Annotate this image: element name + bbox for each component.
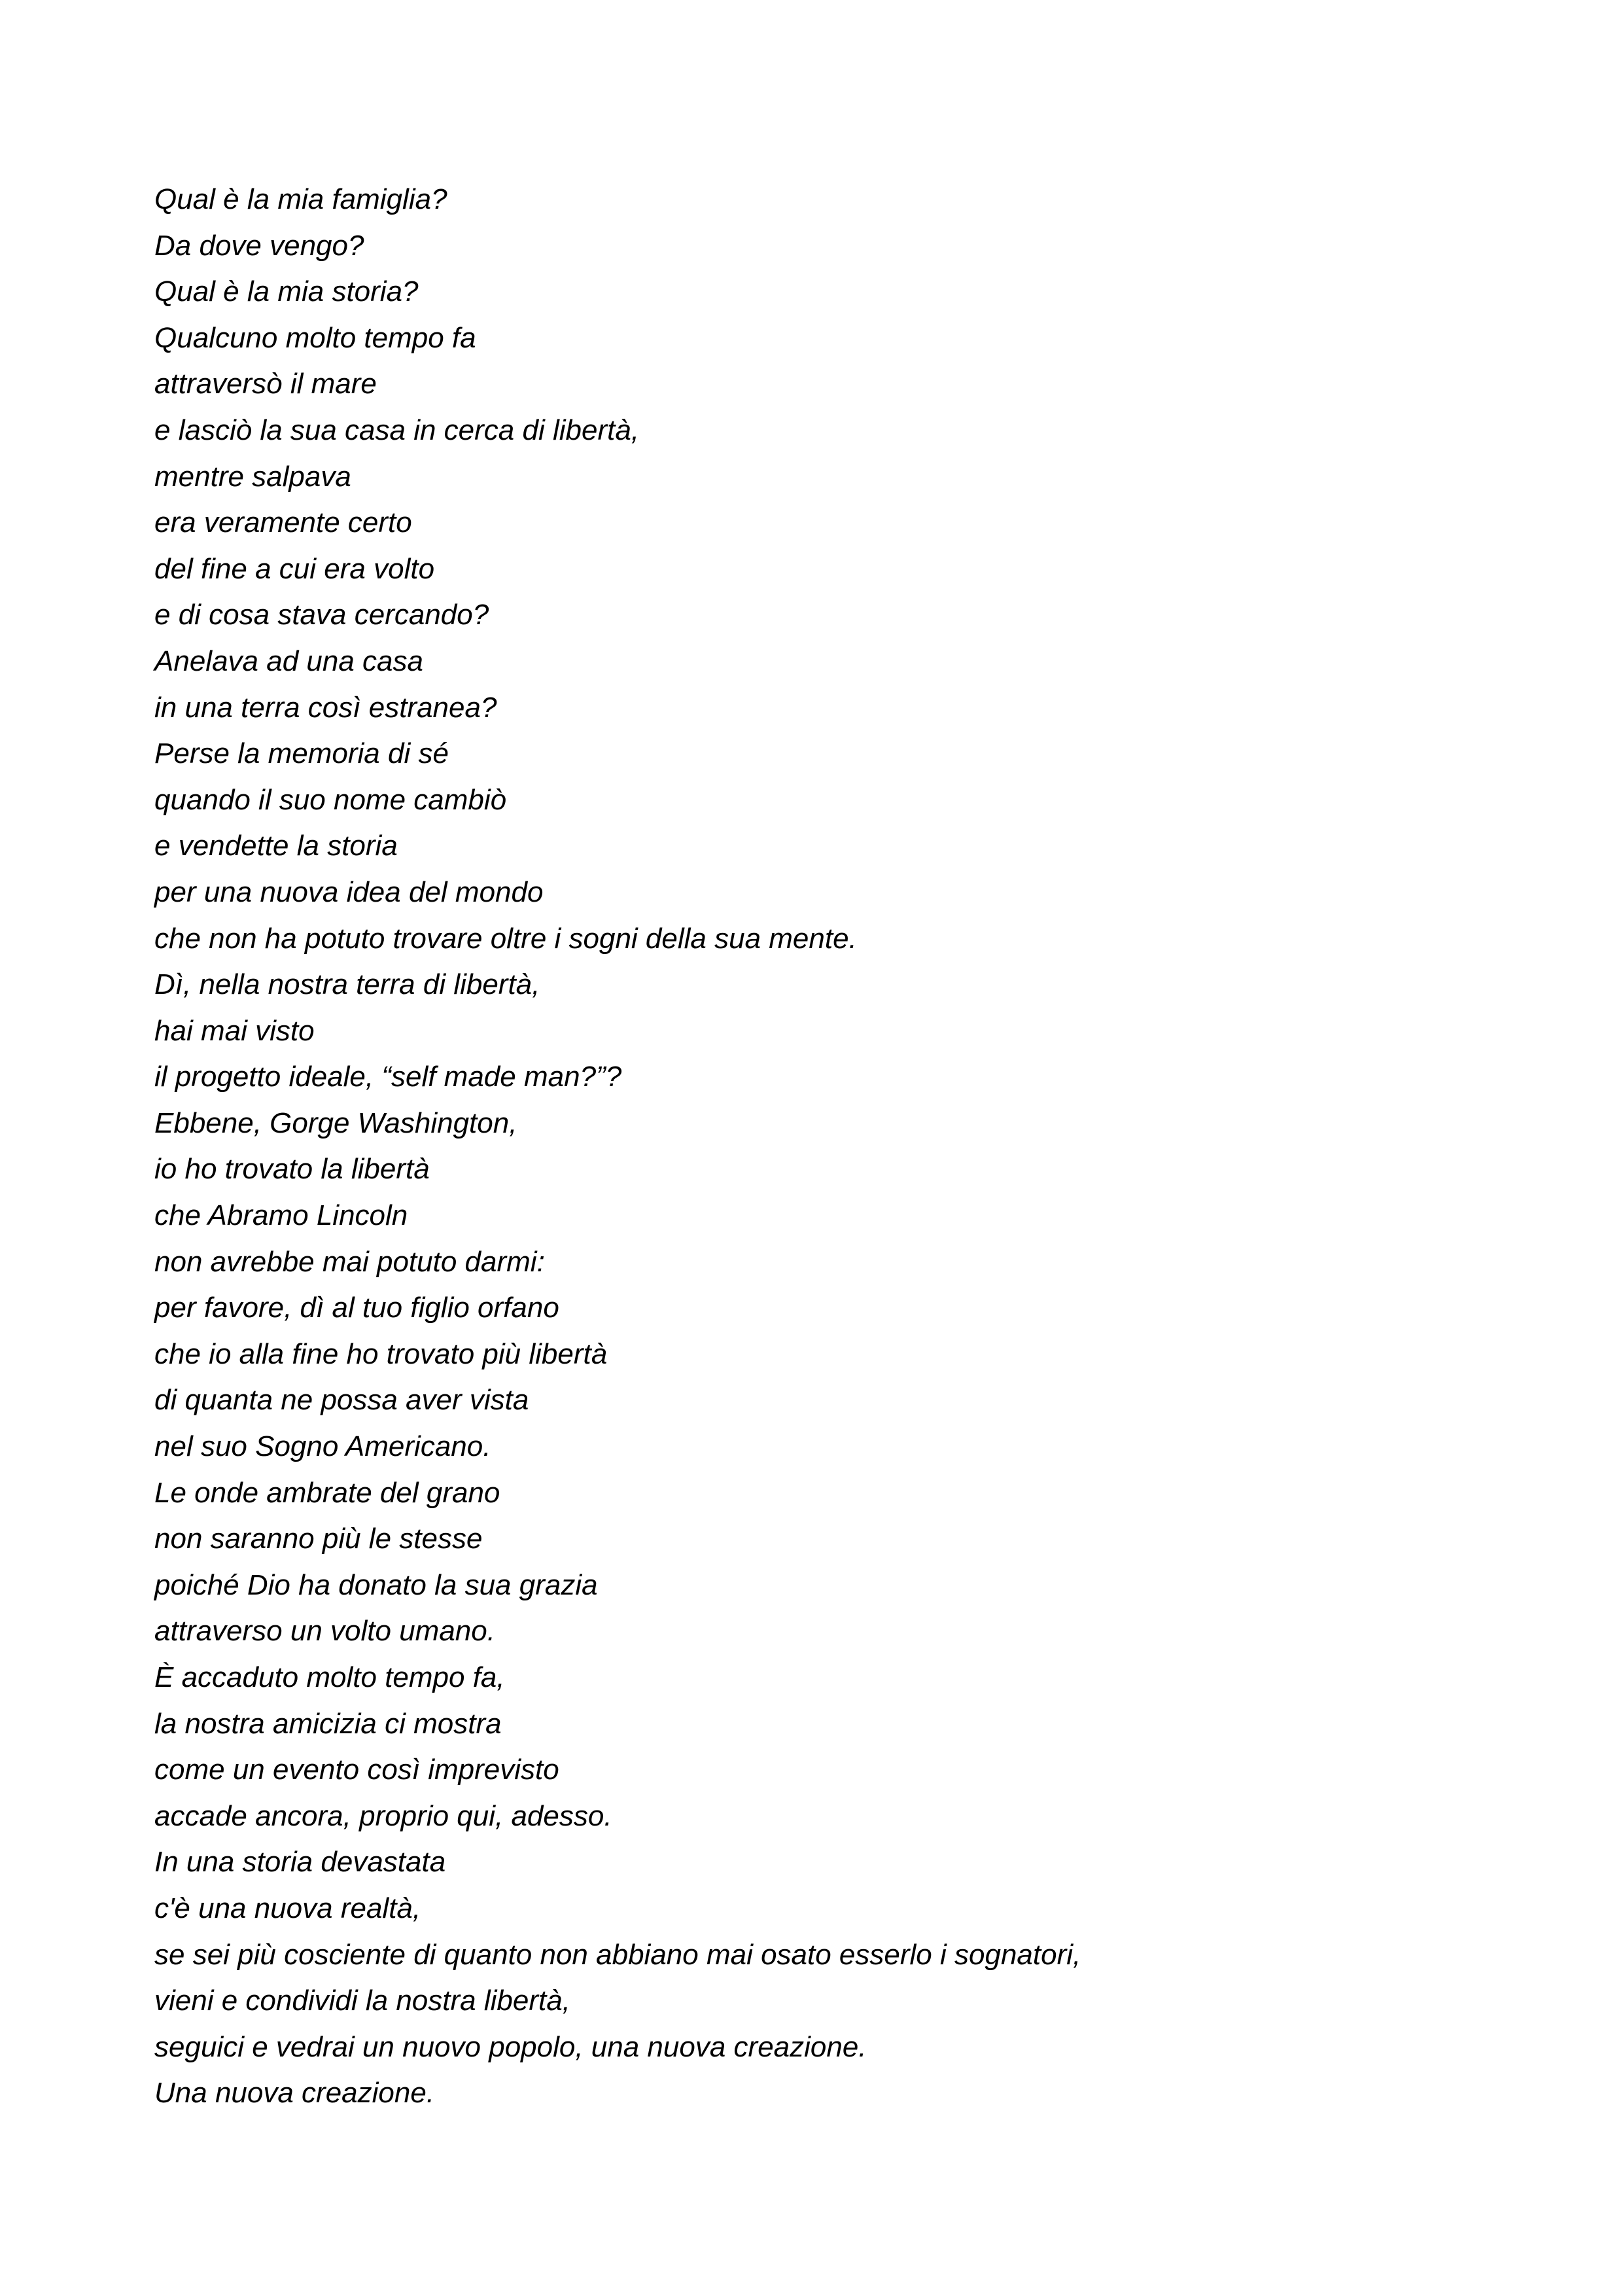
poem-line: Anelava ad una casa (154, 645, 423, 677)
poem-line: Perse la memoria di sé (154, 737, 449, 770)
poem-line: e di cosa stava cercando? (154, 599, 489, 631)
poem-line: del fine a cui era volto (154, 552, 435, 585)
poem-line: Una nuova creazione. (154, 2077, 435, 2110)
poem-line: nel suo Sogno Americano. (154, 1430, 491, 1463)
poem-line: in una terra così estranea? (154, 691, 497, 724)
poem-line: e lasciò la sua casa in cerca di libertà, (154, 414, 640, 446)
poem-line: quando il suo nome cambiò (154, 783, 507, 816)
poem-line: per una nuova idea del mondo (154, 875, 544, 908)
poem-line: Da dove vengo? (154, 229, 364, 262)
poem-line: Ebbene, Gorge Washington, (154, 1106, 517, 1139)
poem-line: Qual è la mia famiglia? (154, 183, 447, 215)
poem-line: io ho trovato la libertà (154, 1153, 430, 1186)
poem-line: In una storia devastata (154, 1846, 446, 1879)
poem-line: il progetto ideale, “self made man?”? (154, 1061, 622, 1093)
poem-line: se sei più cosciente di quanto non abbiano mai osato esserlo i sognatori, (154, 1938, 1081, 1971)
poem-line: Qual è la mia storia? (154, 275, 419, 308)
poem-line: era veramente certo (154, 506, 412, 539)
poem-line: come un evento così imprevisto (154, 1754, 559, 1786)
poem-line: che io alla fine ho trovato più libertà (154, 1337, 608, 1370)
poem-line: Le onde ambrate del grano (154, 1476, 500, 1509)
poem-line: vieni e condividi la nostra libertà, (154, 1985, 570, 2017)
poem-line: attraversò il mare (154, 368, 377, 400)
poem-line: accade ancora, proprio qui, adesso. (154, 1799, 612, 1832)
poem-line: di quanta ne possa aver vista (154, 1384, 529, 1417)
poem-line: la nostra amicizia ci mostra (154, 1707, 502, 1740)
poem-line: non saranno più le stesse (154, 1523, 483, 1555)
poem-line: mentre salpava (154, 460, 351, 493)
poem-line: per favore, dì al tuo figlio orfano (154, 1292, 559, 1324)
poem-line: non avrebbe mai potuto darmi: (154, 1245, 545, 1278)
poem-text (154, 177, 1081, 2117)
poem-line: c'è una nuova realtà, (154, 1892, 421, 1924)
poem-line: e vendette la storia (154, 830, 398, 862)
poem-line: che Abramo Lincoln (154, 1199, 408, 1232)
poem-line: Qualcuno molto tempo fa (154, 321, 476, 354)
poem-line: È accaduto molto tempo fa, (154, 1661, 505, 1693)
poem-line: attraverso un volto umano. (154, 1615, 495, 1648)
poem-line: hai mai visto (154, 1014, 315, 1047)
poem-line: seguici e vedrai un nuovo popolo, una nuova creazione. (154, 2030, 867, 2063)
poem-line: che non ha potuto trovare oltre i sogni della sua mente. (154, 922, 857, 955)
poem-line: poiché Dio ha donato la sua grazia (154, 1568, 598, 1601)
poem-line: Dì, nella nostra terra di libertà, (154, 968, 540, 1001)
